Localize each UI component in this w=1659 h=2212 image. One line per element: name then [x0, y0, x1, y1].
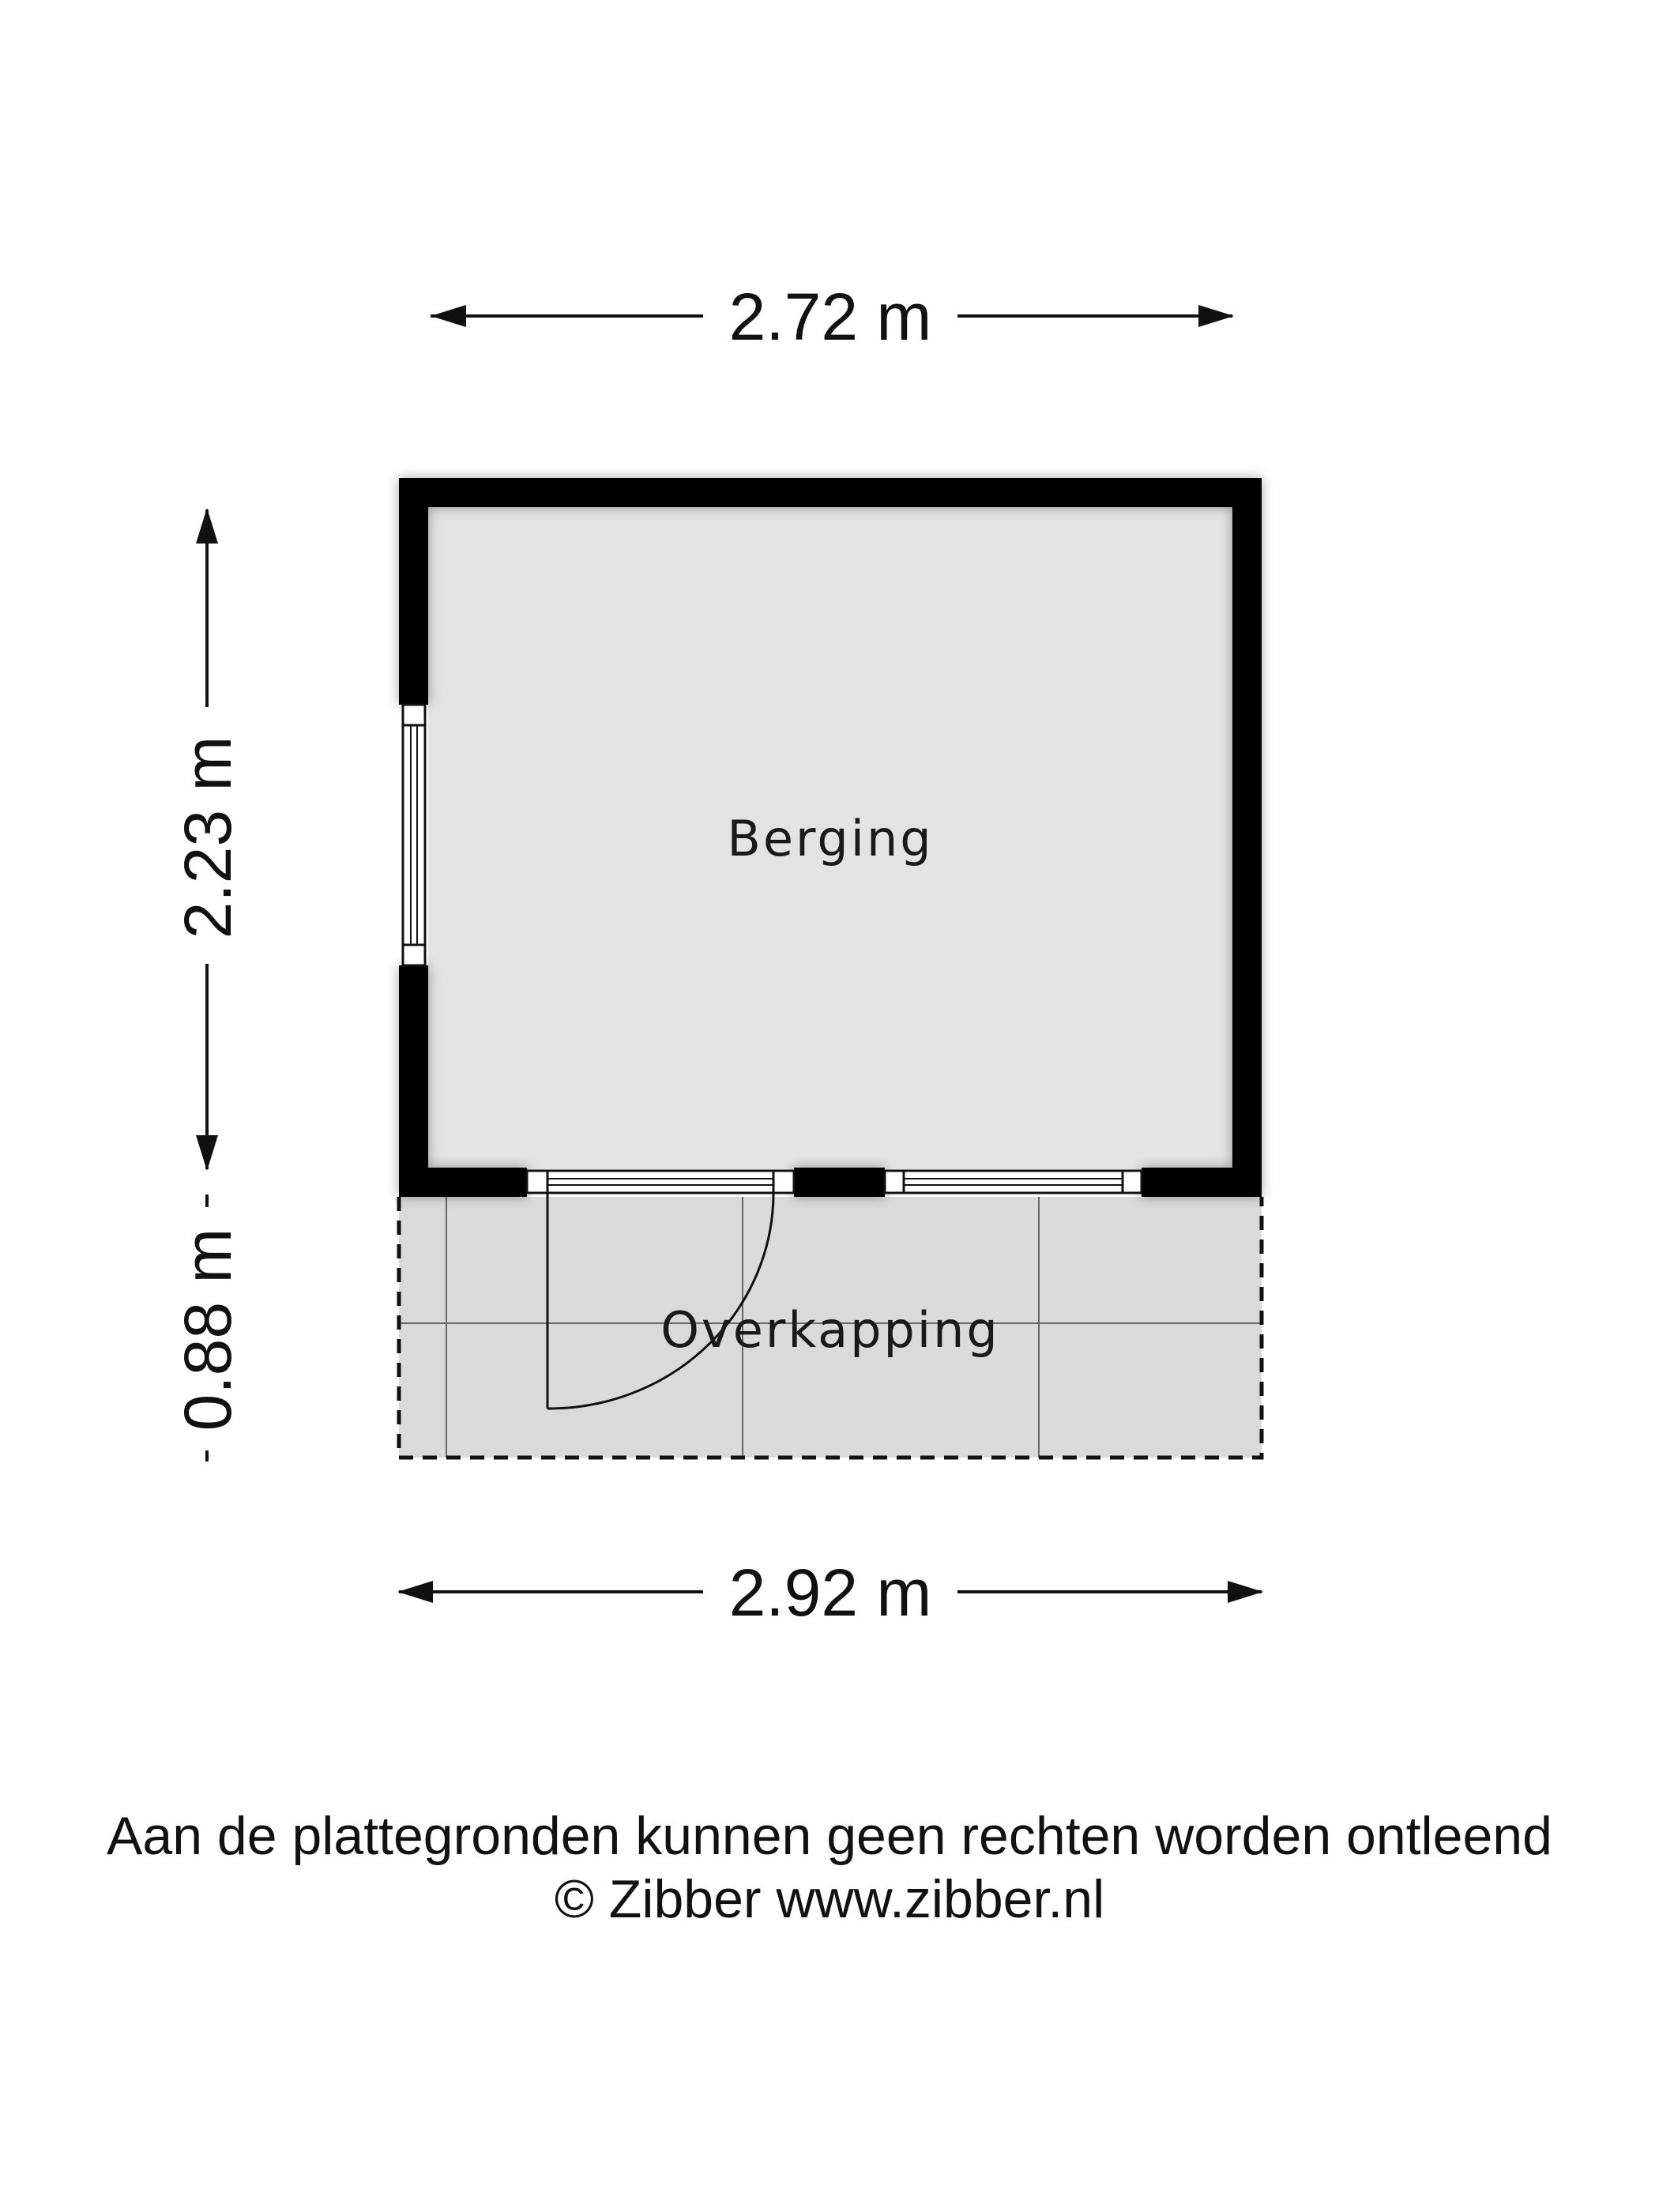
door-frame [527, 1171, 794, 1193]
dimension-left-berging-label: 2.23 m [171, 735, 245, 939]
dimension-left-overkapping [171, 1194, 245, 1462]
disclaimer-text: Aan de plattegronden kunnen geen rechten worden ontleend [107, 1806, 1552, 1866]
dimension-bottom-label: 2.92 m [728, 1556, 932, 1630]
window-bottom-right [885, 1171, 1142, 1193]
dimension-bottom [397, 1556, 1263, 1630]
room-label-overkapping: Overkapping [660, 1301, 1000, 1359]
dimension-top-label: 2.72 m [728, 280, 932, 354]
dimension-left-overkapping-label: 0.88 m [171, 1228, 245, 1431]
dimension-top [431, 280, 1234, 354]
room-label-berging: Berging [727, 810, 934, 867]
dimension-left-berging [171, 508, 245, 1171]
copyright-text: © Zibber www.zibber.nl [554, 1869, 1105, 1929]
window-left [403, 705, 425, 965]
